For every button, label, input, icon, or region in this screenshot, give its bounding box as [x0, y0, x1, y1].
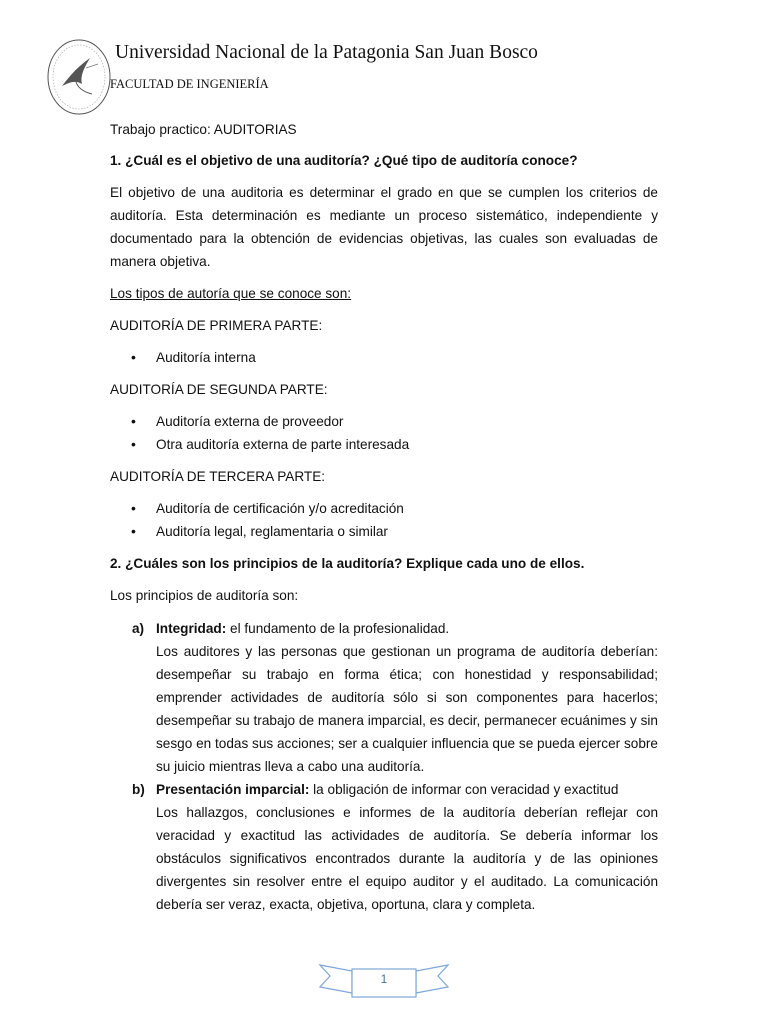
principle-detail: Los auditores y las personas que gestionan un programa de auditoría deberían: desempeñar su trabajo en forma ética; con honestidad y responsabilidad; emprender actividades de auditoría sólo si son componentes para hacerlos; desempeñar su trabajo de manera imparcial, es decir, permanecer ecuánimes y sin sesgo en todas sus acciones; ser a cualquier influencia que se pueda ejercer sobre su juicio mientras lleva a cabo una auditoría.: [156, 644, 658, 774]
principle-item: [110, 778, 658, 916]
principle-summary: el fundamento de la profesionalidad.: [226, 621, 450, 636]
list-item: • Auditoría externa de proveedor: [110, 410, 658, 433]
first-party-heading: AUDITORÍA DE PRIMERA PARTE:: [110, 318, 323, 333]
list-item: • Auditoría legal, reglamentaria o similar: [110, 520, 658, 543]
list-item: • Otra auditoría externa de parte interesada: [110, 433, 658, 456]
principles-list: [110, 617, 658, 916]
types-intro-text: Los tipos de autoría que se conoce son:: [110, 286, 352, 301]
third-party-heading: AUDITORÍA DE TERCERA PARTE:: [110, 469, 326, 484]
list-marker: a): [132, 621, 145, 636]
page-number: 1: [380, 972, 388, 986]
principle-summary: la obligación de informar con veracidad y exactitud: [309, 782, 619, 797]
principle-detail: Los hallazgos, conclusiones e informes de la auditoría deberían reflejar con veracidad y exactitud las actividades de auditoría. Se debería informar los obstáculos significativos encontrados durante la auditoría y de las opiniones divergentes sin resolver entre el equipo auditor y el auditado. La comunicación debería ser veraz, exacta, objetiva, oportuna, clara y completa.: [156, 805, 658, 912]
list-marker: b): [132, 782, 145, 797]
second-party-heading: AUDITORÍA DE SEGUNDA PARTE:: [110, 382, 328, 397]
faculty-name: FACULTAD DE INGENIERÍA: [110, 77, 269, 91]
list-item: • Auditoría de certificación y/o acreditación: [110, 497, 658, 520]
types-intro: [110, 282, 658, 305]
principle-title-line: [156, 617, 658, 640]
principles-intro: Los principios de auditoría son:: [110, 588, 299, 603]
university-seal-icon: [46, 38, 112, 116]
second-party-list: [110, 410, 658, 456]
question-1: 1. ¿Cuál es el objetivo de una auditoría? ¿Qué tipo de auditoría conoce?: [110, 153, 578, 168]
principle-term: Integridad:: [156, 621, 227, 636]
document-body: [110, 118, 658, 916]
university-name: Universidad Nacional de la Patagonia San Juan Bosco: [115, 42, 538, 63]
assignment-title: Trabajo practico: AUDITORIAS: [110, 122, 297, 137]
answer-1: El objetivo de una auditoria es determinar el grado en que se cumplen los criterios de auditoría. Esta determinación es mediante un proceso sistemático, independiente y documentado para la obtención de evidencias objetivas, las cuales son evaluadas de manera objetiva.: [110, 185, 658, 269]
list-item: • Auditoría interna: [110, 346, 658, 369]
first-party-list: [110, 346, 658, 369]
principle-term: Presentación imparcial:: [156, 782, 310, 797]
principle-item: [110, 617, 658, 778]
question-2: 2. ¿Cuáles son los principios de la auditoría? Explique cada uno de ellos.: [110, 556, 585, 571]
third-party-list: [110, 497, 658, 543]
principle-title-line: [156, 778, 658, 801]
